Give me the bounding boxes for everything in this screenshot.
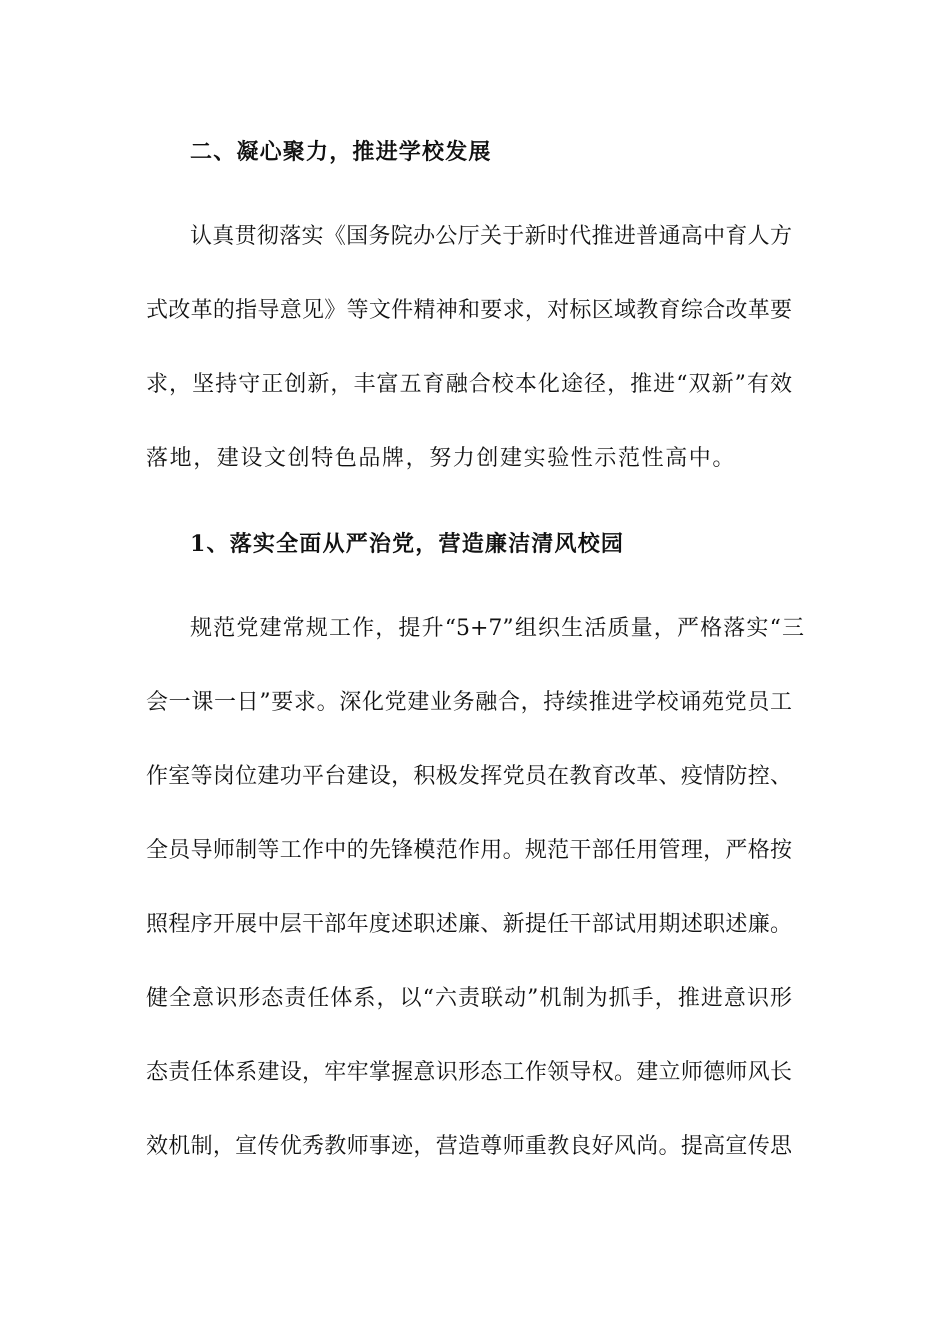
section-heading: 二、凝心聚力，推进学校发展: [190, 139, 492, 165]
paragraph-line: 式改革的指导意见》等文件精神和要求，对标区域教育综合改革要: [146, 298, 792, 323]
paragraph-line: 规范党建常规工作，提升“5+7”组织生活质量，严格落实“三: [190, 616, 804, 641]
paragraph-line: 会一课一日”要求。深化党建业务融合，持续推进学校诵苑党员工: [146, 690, 792, 715]
paragraph-line: 照程序开展中层干部年度述职述廉、新提任干部试用期述职述廉。: [146, 912, 792, 937]
paragraph-line: 落地，建设文创特色品牌，努力创建实验性示范性高中。: [146, 446, 737, 471]
paragraph-line: 健全意识形态责任体系，以“六责联动”机制为抓手，推进意识形: [146, 986, 792, 1011]
paragraph-line: 求，坚持守正创新，丰富五育融合校本化途径，推进“双新”有效: [146, 372, 792, 397]
paragraph-line: 全员导师制等工作中的先锋模范作用。规范干部任用管理，严格按: [146, 838, 792, 863]
paragraph-line: 效机制，宣传优秀教师事迹，营造尊师重教良好风尚。提高宣传思: [146, 1134, 792, 1159]
paragraph-line: 作室等岗位建功平台建设，积极发挥党员在教育改革、疫情防控、: [146, 764, 792, 789]
paragraph-line: 态责任体系建设，牢牢掌握意识形态工作领导权。建立师德师风长: [146, 1060, 792, 1085]
paragraph-line: 认真贯彻落实《国务院办公厅关于新时代推进普通高中育人方: [190, 224, 792, 249]
subsection-heading: 1、落实全面从严治党，营造廉洁清风校园: [190, 531, 625, 557]
